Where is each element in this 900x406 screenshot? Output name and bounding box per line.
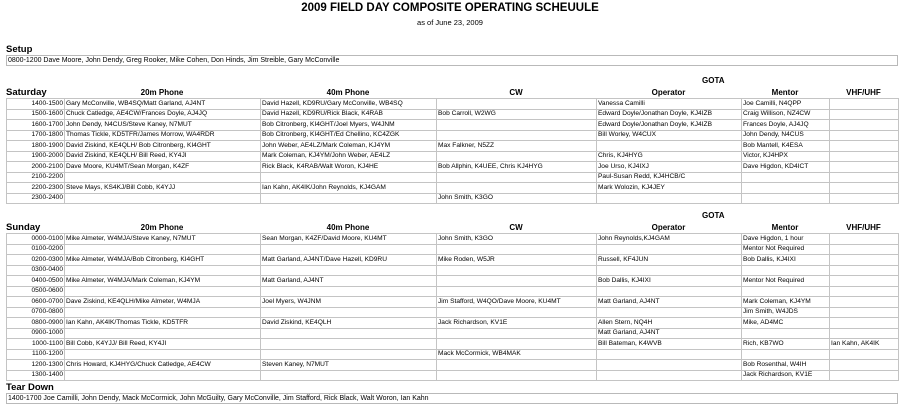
operator-cell: [597, 265, 742, 276]
page-title: 2009 FIELD DAY COMPOSITE OPERATING SCHEUULE: [301, 2, 599, 14]
table-row: [7, 99, 899, 110]
vhf-cell: [830, 130, 899, 141]
mentor-cell: Mark Coleman, KJ4YM: [742, 297, 830, 308]
table-row: [7, 109, 899, 120]
vhf-cell: [830, 265, 899, 276]
operator-cell: Matt Garland, AJ4NT: [597, 297, 742, 308]
cw-cell: [437, 370, 597, 381]
phone40-cell: David Ziskind, KE4QLH: [261, 318, 437, 329]
teardown-heading: Tear Down: [6, 382, 54, 393]
cw-cell: [437, 172, 597, 183]
vhf-cell: [830, 183, 899, 194]
vhf-cell: [830, 151, 899, 162]
vhf-cell: [830, 297, 899, 308]
cw-cell: John Smith, K3GO: [437, 234, 597, 245]
cw-cell: [437, 276, 597, 287]
mentor-cell: Mentor Not Required: [742, 244, 830, 255]
vhf-cell: Ian Kahn, AK4IK: [830, 339, 899, 350]
phone20-cell: Bill Cobb, K4YJJ/ Bill Reed, KY4JI: [65, 339, 261, 350]
table-row: [7, 130, 899, 141]
setup-heading: Setup: [6, 44, 33, 55]
table-row: [7, 265, 899, 276]
sunday-schedule-table: [6, 233, 899, 381]
phone40-cell: Mark Coleman, KJ4YM/John Weber, AE4LZ: [261, 151, 437, 162]
operator-cell: [597, 141, 742, 152]
mentor-cell: Craig Willison, NZ4CW: [742, 109, 830, 120]
phone20-cell: [65, 328, 261, 339]
cw-cell: Jack Richardson, KV1E: [437, 318, 597, 329]
vhf-cell: [830, 234, 899, 245]
mentor-cell: Bob Dallis, KJ4IXI: [742, 255, 830, 266]
table-row: [7, 360, 899, 371]
mentor-cell: John Dendy, N4CUS: [742, 130, 830, 141]
table-row: [7, 307, 899, 318]
operator-cell: Edward Doyle/Jonathan Doyle, KJ4IZB: [597, 109, 742, 120]
operator-cell: [597, 286, 742, 297]
time-cell: 0700-0800: [7, 307, 65, 318]
time-cell: 2100-2200: [7, 172, 65, 183]
cw-cell: [437, 286, 597, 297]
cw-cell: Max Falkner, N5ZZ: [437, 141, 597, 152]
cw-cell: [437, 99, 597, 110]
phone40-cell: [261, 307, 437, 318]
operator-cell: [597, 360, 742, 371]
operator-cell: [597, 244, 742, 255]
sunday-col-operator: Operator: [651, 223, 686, 232]
vhf-cell: [830, 244, 899, 255]
phone40-cell: Ian Kahn, AK4IK/John Reynolds, KJ4GAM: [261, 183, 437, 194]
cw-cell: [437, 328, 597, 339]
time-cell: 1300-1400: [7, 370, 65, 381]
phone40-cell: Bob Citronberg, KI4GHT/Ed Chellino, KC4ZGK: [261, 130, 437, 141]
phone20-cell: Dave Moore, KU4MT/Sean Morgan, K4ZF: [65, 162, 261, 173]
phone20-cell: [65, 244, 261, 255]
mentor-cell: Bob Mantell, K4ESA: [742, 141, 830, 152]
vhf-cell: [830, 349, 899, 360]
cw-cell: [437, 307, 597, 318]
table-row: [7, 297, 899, 308]
phone40-cell: Matt Garland, AJ4NT: [261, 276, 437, 287]
saturday-col-mentor: Mentor: [771, 88, 799, 97]
phone40-cell: Rick Black, K4RAB/Walt Woron, KJ4HE: [261, 162, 437, 173]
sunday-heading: Sunday: [6, 222, 41, 233]
table-row: [7, 276, 899, 287]
table-row: [7, 162, 899, 173]
table-row: [7, 349, 899, 360]
phone20-cell: Ian Kahn, AK4IK/Thomas Tickle, KD5TFR: [65, 318, 261, 329]
phone40-cell: [261, 244, 437, 255]
phone20-cell: [65, 193, 261, 204]
time-cell: 2000-2100: [7, 162, 65, 173]
vhf-cell: [830, 109, 899, 120]
operator-cell: [597, 349, 742, 360]
vhf-cell: [830, 307, 899, 318]
mentor-cell: [742, 286, 830, 297]
saturday-col-cw: CW: [509, 88, 523, 97]
setup-line: 0800-1200 Dave Moore, John Dendy, Greg Rooker, Mike Cohen, Don Hinds, Jim Streible, Gary McConville: [6, 55, 898, 66]
phone40-cell: [261, 172, 437, 183]
time-cell: 1100-1200: [7, 349, 65, 360]
time-cell: 1400-1500: [7, 99, 65, 110]
vhf-cell: [830, 255, 899, 266]
phone40-cell: [261, 328, 437, 339]
cw-cell: [437, 183, 597, 194]
phone20-cell: Mike Almeter, W4MJA/Bob Citronberg, KI4GHT: [65, 255, 261, 266]
cw-cell: [437, 151, 597, 162]
operator-cell: Edward Doyle/Jonathan Doyle, KJ4IZB: [597, 120, 742, 131]
mentor-cell: Rich, KB7WO: [742, 339, 830, 350]
phone40-cell: Bob Citronberg, KI4GHT/Joel Myers, W4JNM: [261, 120, 437, 131]
time-cell: 0900-1000: [7, 328, 65, 339]
table-row: [7, 339, 899, 350]
table-row: [7, 120, 899, 131]
sunday-col-20m: 20m Phone: [140, 223, 184, 232]
table-row: [7, 172, 899, 183]
time-cell: 1500-1600: [7, 109, 65, 120]
phone20-cell: Steve Mays, KS4KJ/Bill Cobb, K4YJJ: [65, 183, 261, 194]
operator-cell: Bob Dallis, KJ4IXI: [597, 276, 742, 287]
phone20-cell: [65, 349, 261, 360]
saturday-col-20m: 20m Phone: [140, 88, 184, 97]
table-row: [7, 244, 899, 255]
cw-cell: Bob Allphin, K4UEE, Chris KJ4HYG: [437, 162, 597, 173]
cw-cell: Mike Roden, W5JR: [437, 255, 597, 266]
operator-cell: [597, 193, 742, 204]
phone40-cell: [261, 339, 437, 350]
mentor-cell: Dave Higdon, 1 hour: [742, 234, 830, 245]
mentor-cell: Frances Doyle, AJ4JQ: [742, 120, 830, 131]
mentor-cell: Bob Rosenthal, W4IH: [742, 360, 830, 371]
saturday-col-vhf: VHF/UHF: [846, 88, 881, 97]
vhf-cell: [830, 318, 899, 329]
phone20-cell: David Ziskind, KE4QLH/ Bob Citronberg, KI4GHT: [65, 141, 261, 152]
mentor-cell: [742, 193, 830, 204]
time-cell: 1700-1800: [7, 130, 65, 141]
sunday-col-40m: 40m Phone: [326, 223, 370, 232]
operator-cell: Paul-Susan Redd, KJ4HCB/C: [597, 172, 742, 183]
operator-cell: Bill Bateman, K4WVB: [597, 339, 742, 350]
phone20-cell: Gary McConville, WB4SQ/Matt Garland, AJ4NT: [65, 99, 261, 110]
saturday-heading: Saturday: [6, 87, 47, 98]
phone20-cell: Mike Almeter, W4MJA/Mark Coleman, KJ4YM: [65, 276, 261, 287]
mentor-cell: Victor, KJ4HPX: [742, 151, 830, 162]
time-cell: 0000-0100: [7, 234, 65, 245]
phone20-cell: [65, 370, 261, 381]
cw-cell: [437, 130, 597, 141]
mentor-cell: [742, 349, 830, 360]
time-cell: 1800-1900: [7, 141, 65, 152]
operator-cell: Vanessa Camilli: [597, 99, 742, 110]
vhf-cell: [830, 99, 899, 110]
vhf-cell: [830, 162, 899, 173]
mentor-cell: Dave Higdon, KD4ICT: [742, 162, 830, 173]
table-row: [7, 151, 899, 162]
operator-cell: [597, 370, 742, 381]
time-cell: 0800-0900: [7, 318, 65, 329]
cw-cell: Jim Stafford, W4QO/Dave Moore, KU4MT: [437, 297, 597, 308]
vhf-cell: [830, 120, 899, 131]
mentor-cell: [742, 328, 830, 339]
time-cell: 1000-1100: [7, 339, 65, 350]
operator-cell: John Reynolds,KJ4GAM: [597, 234, 742, 245]
operator-cell: Bill Worley, W4CUX: [597, 130, 742, 141]
time-cell: 1600-1700: [7, 120, 65, 131]
table-row: [7, 234, 899, 245]
phone40-cell: Matt Garland, AJ4NT/Dave Hazell, KD9RU: [261, 255, 437, 266]
phone40-cell: [261, 193, 437, 204]
cw-cell: [437, 120, 597, 131]
phone40-cell: [261, 265, 437, 276]
operator-cell: Mark Wolozin, KJ4JEY: [597, 183, 742, 194]
table-row: [7, 255, 899, 266]
phone20-cell: Mike Almeter, W4MJA/Steve Kaney, N7MUT: [65, 234, 261, 245]
vhf-cell: [830, 172, 899, 183]
cw-cell: Mack McCormick, WB4MAK: [437, 349, 597, 360]
mentor-cell: Mentor Not Required: [742, 276, 830, 287]
vhf-cell: [830, 141, 899, 152]
phone40-cell: Joel Myers, W4JNM: [261, 297, 437, 308]
phone20-cell: [65, 172, 261, 183]
page-subtitle: as of June 23, 2009: [417, 18, 483, 27]
vhf-cell: [830, 193, 899, 204]
saturday-gota-heading: GOTA: [702, 76, 725, 85]
table-row: [7, 370, 899, 381]
sunday-col-cw: CW: [509, 223, 523, 232]
phone20-cell: Thomas Tickle, KD5TFR/James Morrow, WA4RDR: [65, 130, 261, 141]
table-row: [7, 286, 899, 297]
mentor-cell: [742, 265, 830, 276]
vhf-cell: [830, 360, 899, 371]
phone40-cell: David Hazell, KD9RU/Gary McConville, WB4SQ: [261, 99, 437, 110]
time-cell: 0100-0200: [7, 244, 65, 255]
mentor-cell: Jack Richardson, KV1E: [742, 370, 830, 381]
time-cell: 0500-0600: [7, 286, 65, 297]
operator-cell: Joe Urso, KJ4IXJ: [597, 162, 742, 173]
operator-cell: Chris, KJ4HYG: [597, 151, 742, 162]
phone40-cell: Steven Kaney, N7MUT: [261, 360, 437, 371]
sunday-col-vhf: VHF/UHF: [846, 223, 881, 232]
mentor-cell: Jim Smith, W4JDS: [742, 307, 830, 318]
phone20-cell: [65, 286, 261, 297]
operator-cell: Allen Stern, NQ4H: [597, 318, 742, 329]
saturday-col-40m: 40m Phone: [326, 88, 370, 97]
mentor-cell: [742, 172, 830, 183]
phone40-cell: [261, 286, 437, 297]
phone40-cell: John Weber, AE4LZ/Mark Coleman, KJ4YM: [261, 141, 437, 152]
sunday-col-mentor: Mentor: [771, 223, 799, 232]
time-cell: 2200-2300: [7, 183, 65, 194]
phone20-cell: Chris Howard, KJ4HYG/Chuck Catledge, AE4CW: [65, 360, 261, 371]
operator-cell: Matt Garland, AJ4NT: [597, 328, 742, 339]
phone20-cell: [65, 265, 261, 276]
time-cell: 0400-0500: [7, 276, 65, 287]
sunday-gota-heading: GOTA: [702, 211, 725, 220]
time-cell: 1900-2000: [7, 151, 65, 162]
time-cell: 0200-0300: [7, 255, 65, 266]
phone20-cell: [65, 307, 261, 318]
saturday-col-operator: Operator: [651, 88, 686, 97]
table-row: [7, 318, 899, 329]
operator-cell: [597, 307, 742, 318]
table-row: [7, 193, 899, 204]
phone40-cell: [261, 349, 437, 360]
vhf-cell: [830, 370, 899, 381]
time-cell: 2300-2400: [7, 193, 65, 204]
phone40-cell: David Hazell, KD9RU/Rick Black, K4RAB: [261, 109, 437, 120]
time-cell: 1200-1300: [7, 360, 65, 371]
table-row: [7, 141, 899, 152]
vhf-cell: [830, 276, 899, 287]
saturday-schedule-table: [6, 98, 899, 204]
phone20-cell: John Dendy, N4CUS/Steve Kaney, N7MUT: [65, 120, 261, 131]
table-row: [7, 183, 899, 194]
time-cell: 0600-0700: [7, 297, 65, 308]
table-row: [7, 328, 899, 339]
operator-cell: Russell, KF4JUN: [597, 255, 742, 266]
phone40-cell: Sean Morgan, K4ZF/David Moore, KU4MT: [261, 234, 437, 245]
cw-cell: Bob Carroll, W2WG: [437, 109, 597, 120]
phone20-cell: David Ziskind, KE4QLH/ Bill Reed, KY4JI: [65, 151, 261, 162]
teardown-line: 1400-1700 Joe Camilli, John Dendy, Mack McCormick, John McGuilty, Gary McConville, Jim Stafford, Rick Black, Walt Woron, Ian Kahn: [6, 393, 898, 404]
vhf-cell: [830, 328, 899, 339]
phone20-cell: Chuck Catledge, AE4CW/Frances Doyle, AJ4JQ: [65, 109, 261, 120]
time-cell: 0300-0400: [7, 265, 65, 276]
cw-cell: [437, 360, 597, 371]
phone20-cell: Dave Ziskind, KE4QLH/Mike Almeter, W4MJA: [65, 297, 261, 308]
cw-cell: [437, 244, 597, 255]
mentor-cell: Joe Camilli, N4QPP: [742, 99, 830, 110]
cw-cell: [437, 339, 597, 350]
mentor-cell: [742, 183, 830, 194]
vhf-cell: [830, 286, 899, 297]
cw-cell: John Smith, K3GO: [437, 193, 597, 204]
mentor-cell: Mike, AD4MC: [742, 318, 830, 329]
cw-cell: [437, 265, 597, 276]
phone40-cell: [261, 370, 437, 381]
